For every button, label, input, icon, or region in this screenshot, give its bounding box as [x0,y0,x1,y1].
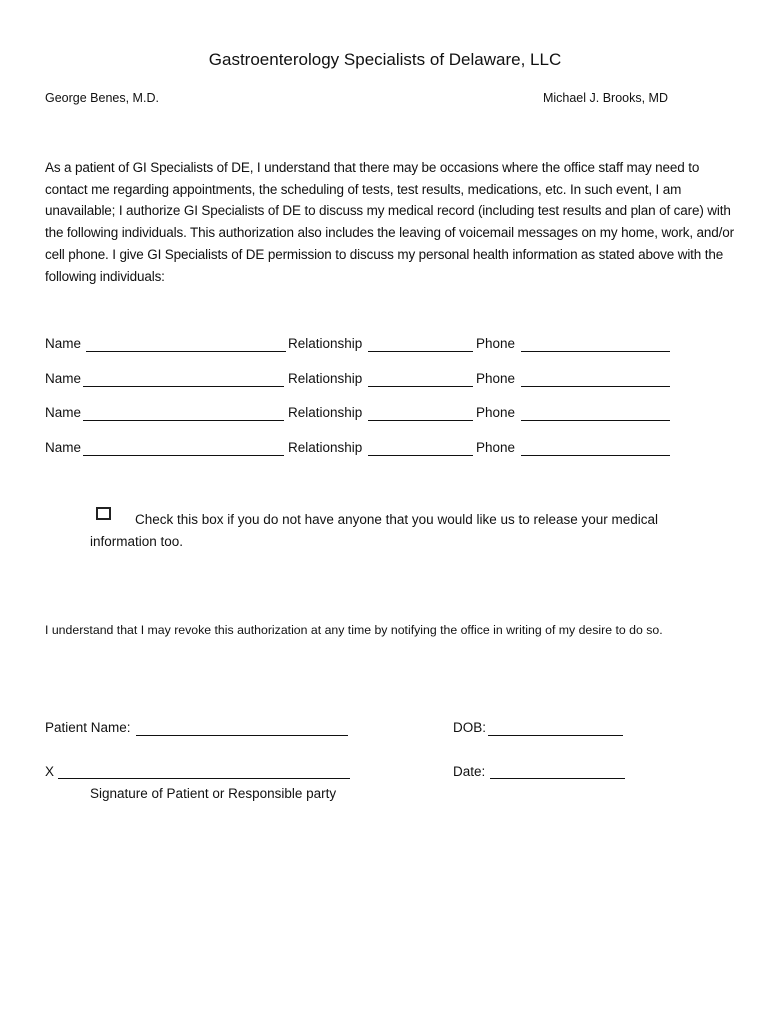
authorization-paragraph: As a patient of GI Specialists of DE, I understand that there may be occasions where the office staff may need to contact me regarding appointments, the scheduling of tests, test results, medications, etc. In such event, I am unavailable; I authorize GI Specialists of DE to discuss my medical record (including test results and plan of care) with the following individuals. This authorization also includes the leaving of voicemail messages on my home, work, and/or cell phone. I give GI Specialists of DE permission to discuss my personal health information as stated above with the following individuals: [45,160,734,284]
relationship-label: Relationship [288,371,363,386]
phone-field-1[interactable] [521,351,670,352]
name-field-2[interactable] [83,386,284,387]
phone-field-4[interactable] [521,455,670,456]
dob-label: DOB: [453,720,487,735]
relationship-field-4[interactable] [368,455,473,456]
name-label: Name [45,405,82,420]
phone-label: Phone [476,371,516,386]
name-field-1[interactable] [86,351,286,352]
signature-prefix: X [45,764,55,779]
contact-row-1 [45,336,685,354]
contact-row-3 [45,405,685,423]
patient-name-label: Patient Name: [45,720,131,735]
relationship-field-2[interactable] [368,386,473,387]
contact-row-4 [45,440,685,458]
revoke-statement: I understand that I may revoke this authorization at any time by notifying the office in writing of my desire to do so. [45,623,663,637]
date-field[interactable] [490,778,625,779]
name-label: Name [45,336,82,351]
dob-field[interactable] [488,735,623,736]
phone-label: Phone [476,336,516,351]
phone-label: Phone [476,405,516,420]
relationship-field-1[interactable] [368,351,473,352]
contact-row-2 [45,371,685,389]
relationship-field-3[interactable] [368,420,473,421]
doctor-name-right: Michael J. Brooks, MD [542,91,668,105]
signature-field[interactable] [58,778,350,779]
relationship-label: Relationship [288,336,363,351]
relationship-label: Relationship [288,440,363,455]
signature-caption: Signature of Patient or Responsible party [90,786,337,801]
doctor-name-left: George Benes, M.D. [45,91,159,105]
relationship-label: Relationship [288,405,363,420]
phone-label: Phone [476,440,516,455]
name-field-3[interactable] [83,420,284,421]
name-field-4[interactable] [83,455,284,456]
name-label: Name [45,440,82,455]
date-label: Date: [453,764,486,779]
no-release-checkbox-label: Check this box if you do not have anyone that you would like us to release your medical information too. [90,512,659,549]
form-title: Gastroenterology Specialists of Delaware, LLC [208,50,562,69]
phone-field-2[interactable] [521,386,670,387]
phone-field-3[interactable] [521,420,670,421]
patient-name-field[interactable] [136,735,348,736]
name-label: Name [45,371,82,386]
